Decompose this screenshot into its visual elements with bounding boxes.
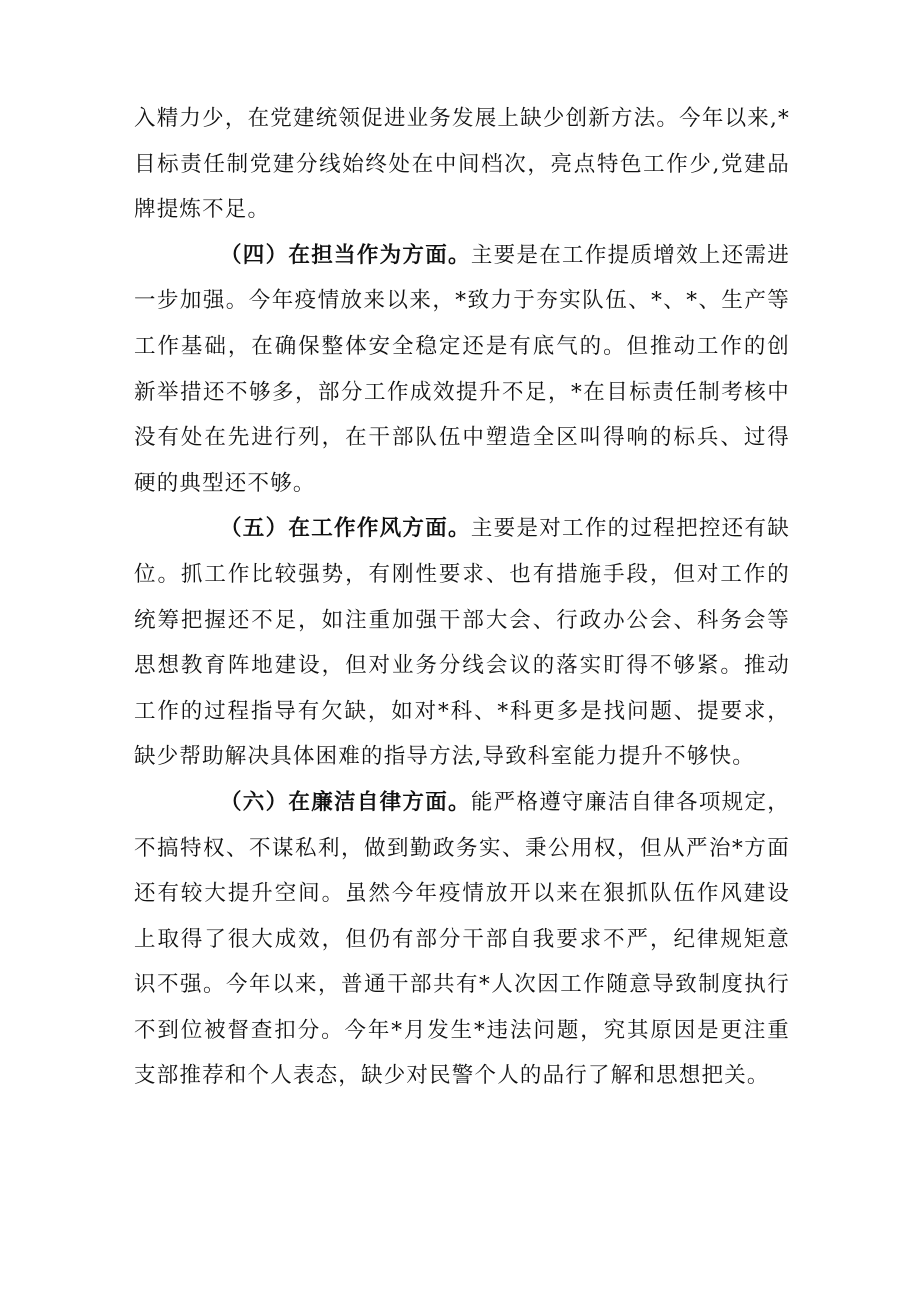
paragraph-work-style [134,506,790,780]
paragraph-text: 能严格遵守廉洁自律各项规定，不搞特权、不谋私利，做到勤政务实、秉公用权，但从严治*方面还有较大提升空间。虽然今年疫情放开以来在狠抓队伍作风建设上取得了很大成效，但仍有部分干部自我要求不严，纪律规矩意识不强。今年以来，普通干部共有*人次因工作随意导致制度执行不到位被督查扣分。今年*月发生*违法问题，究其原因是更注重支部推荐和个人表态，缺少对民警个人的品行了解和思想把关。 [134,789,790,1089]
document-body [134,96,790,1099]
paragraph-heading: （六）在廉洁自律方面。 [220,789,471,815]
paragraph-heading: （五）在工作作风方面。 [220,516,471,542]
paragraph-heading: （四）在担当作为方面。 [220,242,471,268]
paragraph-text: 入精力少，在党建统领促进业务发展上缺少创新方法。今年以来,*目标责任制党建分线始终处在中间档次，亮点特色工作少,党建品牌提炼不足。 [134,106,790,223]
paragraph-responsibility [134,233,790,507]
paragraph-text: 主要是对工作的过程把控还有缺位。抓工作比较强势，有刚性要求、也有措施手段，但对工作的统筹把握还不足，如注重加强干部大会、行政办公会、科务会等思想教育阵地建设，但对业务分线会议的落实盯得不够紧。推动工作的过程指导有欠缺，如对*科、*科更多是找问题、提要求，缺少帮助解决具体困难的指导方法,导致科室能力提升不够快。 [134,516,790,770]
paragraph-text: 主要是在工作提质增效上还需进一步加强。今年疫情放来以来，*致力于夯实队伍、*、*、生产等工作基础，在确保整体安全稳定还是有底气的。但推动工作的创新举措还不够多，部分工作成效提升不足，*在目标责任制考核中没有处在先进行列，在干部队伍中塑造全区叫得响的标兵、过得硬的典型还不够。 [134,242,790,496]
paragraph-integrity [134,780,790,1099]
paragraph-continuation [134,96,790,233]
